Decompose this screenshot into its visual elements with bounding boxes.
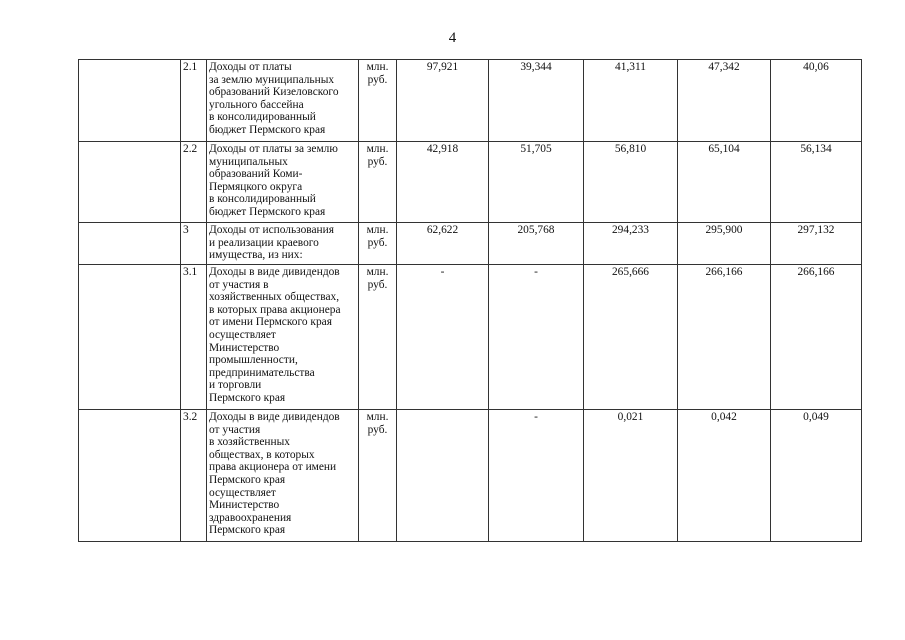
table-row — [79, 60, 862, 142]
value-cell: 0,049 — [771, 410, 862, 542]
row-label: Доходы в виде дивидендов от участия в хозяйственных обществах, в которых права акционера от имени Пермского края осуществляет Министерство здравоохранения Пермского края — [207, 410, 359, 542]
row-code: 3.2 — [181, 410, 207, 542]
value-cell: 205,768 — [489, 223, 584, 265]
row-code: 3.1 — [181, 265, 207, 410]
blank-cell — [79, 410, 181, 542]
table-row — [79, 142, 862, 223]
row-unit: млн. руб. — [359, 60, 397, 142]
value-cell: - — [489, 410, 584, 542]
row-label: Доходы в виде дивидендов от участия в хозяйственных обществах, в которых права акционера от имени Пермского края осуществляет Министерство промышленности, предпринимательства и торговли Пермского края — [207, 265, 359, 410]
value-cell: 41,311 — [584, 60, 678, 142]
table-row — [79, 265, 862, 410]
value-cell: 0,042 — [678, 410, 771, 542]
row-code: 3 — [181, 223, 207, 265]
budget-revenue-table — [78, 59, 862, 542]
value-cell: 266,166 — [771, 265, 862, 410]
value-cell: - — [397, 265, 489, 410]
value-cell: 40,06 — [771, 60, 862, 142]
row-code: 2.1 — [181, 60, 207, 142]
value-cell: 65,104 — [678, 142, 771, 223]
value-cell: 51,705 — [489, 142, 584, 223]
value-cell: 294,233 — [584, 223, 678, 265]
blank-cell — [79, 265, 181, 410]
row-code: 2.2 — [181, 142, 207, 223]
value-cell: 39,344 — [489, 60, 584, 142]
value-cell: 295,900 — [678, 223, 771, 265]
table-row — [79, 223, 862, 265]
value-cell: 56,134 — [771, 142, 862, 223]
row-unit: млн. руб. — [359, 142, 397, 223]
blank-cell — [79, 142, 181, 223]
value-cell: 62,622 — [397, 223, 489, 265]
value-cell: 297,132 — [771, 223, 862, 265]
blank-cell — [79, 60, 181, 142]
row-label: Доходы от использования и реализации краевого имущества, из них: — [207, 223, 359, 265]
row-unit: млн. руб. — [359, 265, 397, 410]
page-number: 4 — [448, 30, 457, 46]
row-label: Доходы от платы за землю муниципальных образований Коми- Пермяцкого округа в консолидированный бюджет Пермского края — [207, 142, 359, 223]
value-cell: 42,918 — [397, 142, 489, 223]
blank-cell — [79, 223, 181, 265]
value-cell: - — [489, 265, 584, 410]
value-cell — [397, 410, 489, 542]
row-unit: млн. руб. — [359, 410, 397, 542]
row-label: Доходы от платы за землю муниципальных образований Кизеловского угольного бассейна в консолидированный бюджет Пермского края — [207, 60, 359, 142]
value-cell: 56,810 — [584, 142, 678, 223]
row-unit: млн. руб. — [359, 223, 397, 265]
table-row — [79, 410, 862, 542]
value-cell: 265,666 — [584, 265, 678, 410]
value-cell: 97,921 — [397, 60, 489, 142]
value-cell: 47,342 — [678, 60, 771, 142]
value-cell: 0,021 — [584, 410, 678, 542]
value-cell: 266,166 — [678, 265, 771, 410]
